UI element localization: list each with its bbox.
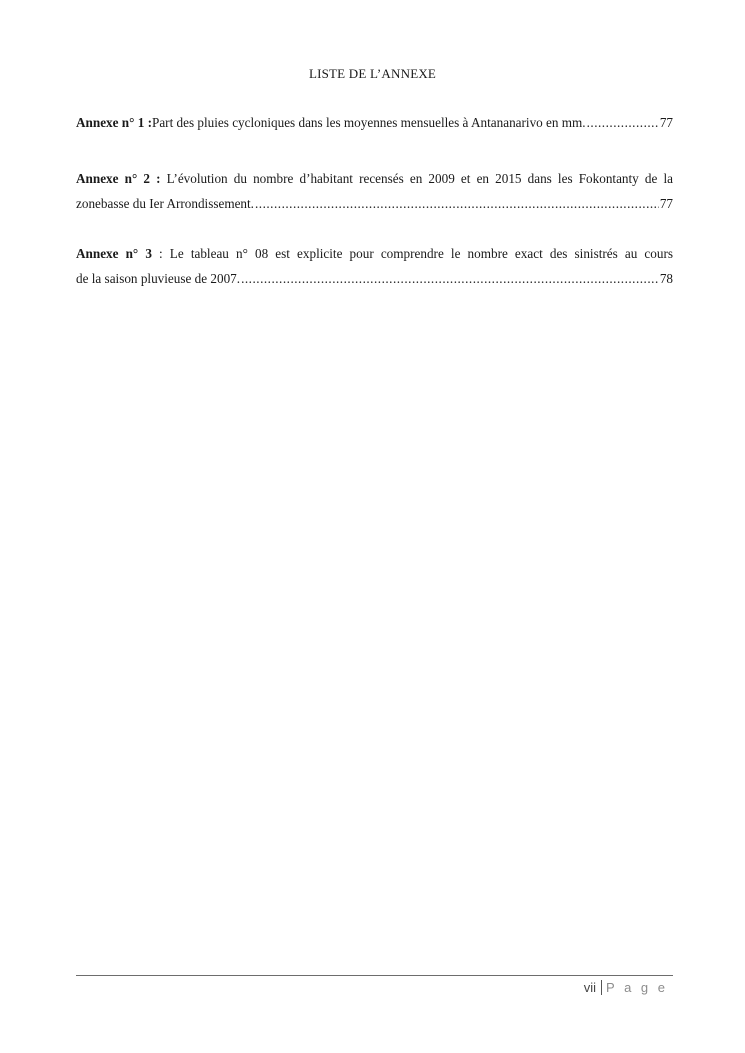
entry-line — [76, 191, 673, 216]
page-word: P a g e — [606, 980, 668, 995]
entry-line — [76, 241, 673, 266]
annex-label: Annexe n° 3 — [76, 246, 152, 261]
annex-text: L’évolution du nombre d’habitant recensés en 2009 et en 2015 dans les Fokontanty de la — [160, 171, 673, 186]
dot-leader — [241, 266, 659, 291]
page-ref: 77 — [659, 196, 673, 211]
annex-text: Part des pluies cycloniques dans les moyennes mensuelles à Antananarivo en mm. — [151, 115, 586, 130]
footer-separator — [601, 980, 602, 995]
dot-leader — [587, 110, 659, 135]
annex-text: zonebasse du Ier Arrondissement. — [76, 196, 254, 211]
annex-label: Annexe n° 2 : — [76, 171, 161, 186]
annex-entry-3[interactable] — [76, 241, 673, 291]
page-number: vii — [583, 980, 597, 995]
annex-text: de la saison pluvieuse de 2007. — [76, 271, 241, 286]
annex-entry-1[interactable] — [76, 110, 673, 135]
page-ref: 78 — [659, 271, 673, 286]
entry-line — [76, 166, 673, 191]
dot-leader — [255, 191, 659, 216]
annex-text: : Le tableau n° 08 est explicite pour comprendre le nombre exact des sinistrés au cours — [151, 246, 673, 261]
entry-line — [76, 266, 673, 291]
footer-divider — [76, 975, 673, 976]
page-ref: 77 — [659, 115, 673, 130]
annex-entry-2[interactable] — [76, 166, 673, 216]
page-title: LISTE DE L’ANNEXE — [308, 66, 437, 81]
page-footer — [584, 980, 668, 995]
entry-line — [76, 110, 673, 135]
annex-label: Annexe n° 1 : — [76, 115, 152, 130]
